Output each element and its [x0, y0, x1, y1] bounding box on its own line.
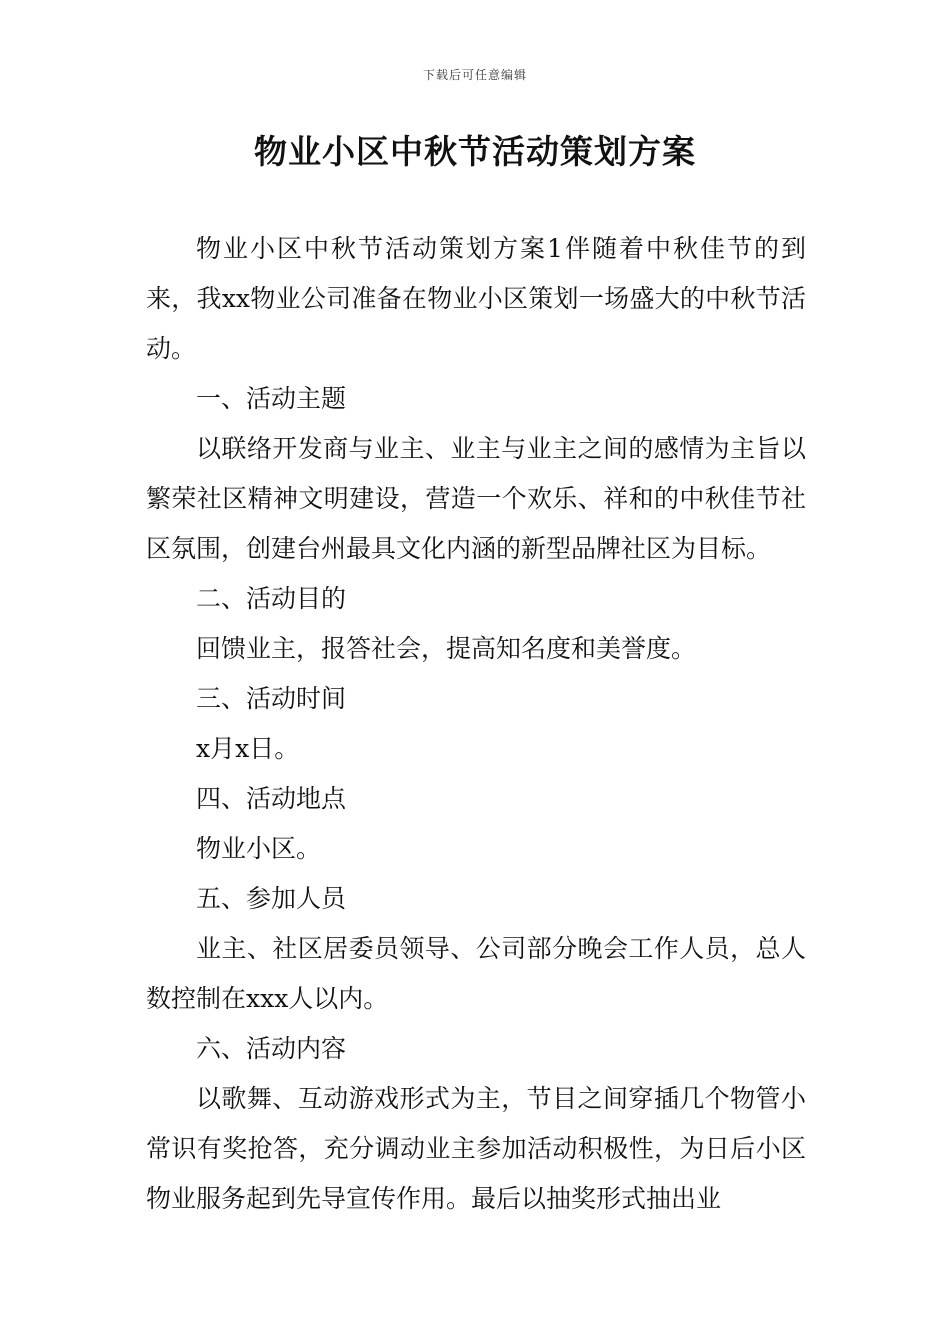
paragraph-purpose: 回馈业主，报答社会，提高知名度和美誉度。 [196, 634, 697, 663]
paragraph-time: x月x日。 [196, 734, 300, 763]
section-heading-participants: 五、参加人员 [196, 884, 347, 913]
document-body [146, 224, 806, 1224]
paragraph-content: 以歌舞、互动游戏形式为主，节目之间穿插几个物管小常识有奖抢答，充分调动业主参加活动积极性，为日后小区物业服务起到先导宣传作用。最后以抽奖形式抽出业 [146, 1084, 806, 1213]
section-heading-content: 六、活动内容 [196, 1034, 347, 1063]
paragraph-intro: 物业小区中秋节活动策划方案1伴随着中秋佳节的到来，我xx物业公司准备在物业小区策划一场盛大的中秋节活动。 [146, 234, 806, 363]
header-note: 下载后可任意编辑 [422, 68, 527, 82]
section-heading-location: 四、活动地点 [196, 784, 347, 813]
paragraph-location: 物业小区。 [196, 834, 322, 863]
section-heading-theme: 一、活动主题 [196, 384, 347, 413]
section-heading-time: 三、活动时间 [196, 684, 347, 713]
paragraph-participants: 业主、社区居委员领导、公司部分晚会工作人员，总人数控制在xxx人以内。 [146, 934, 806, 1013]
section-heading-purpose: 二、活动目的 [196, 584, 347, 613]
document-title: 物业小区中秋节活动策划方案 [254, 132, 696, 171]
paragraph-theme: 以联络开发商与业主、业主与业主之间的感情为主旨以繁荣社区精神文明建设，营造一个欢乐、祥和的中秋佳节社区氛围，创建台州最具文化内涵的新型品牌社区为目标。 [146, 434, 806, 563]
